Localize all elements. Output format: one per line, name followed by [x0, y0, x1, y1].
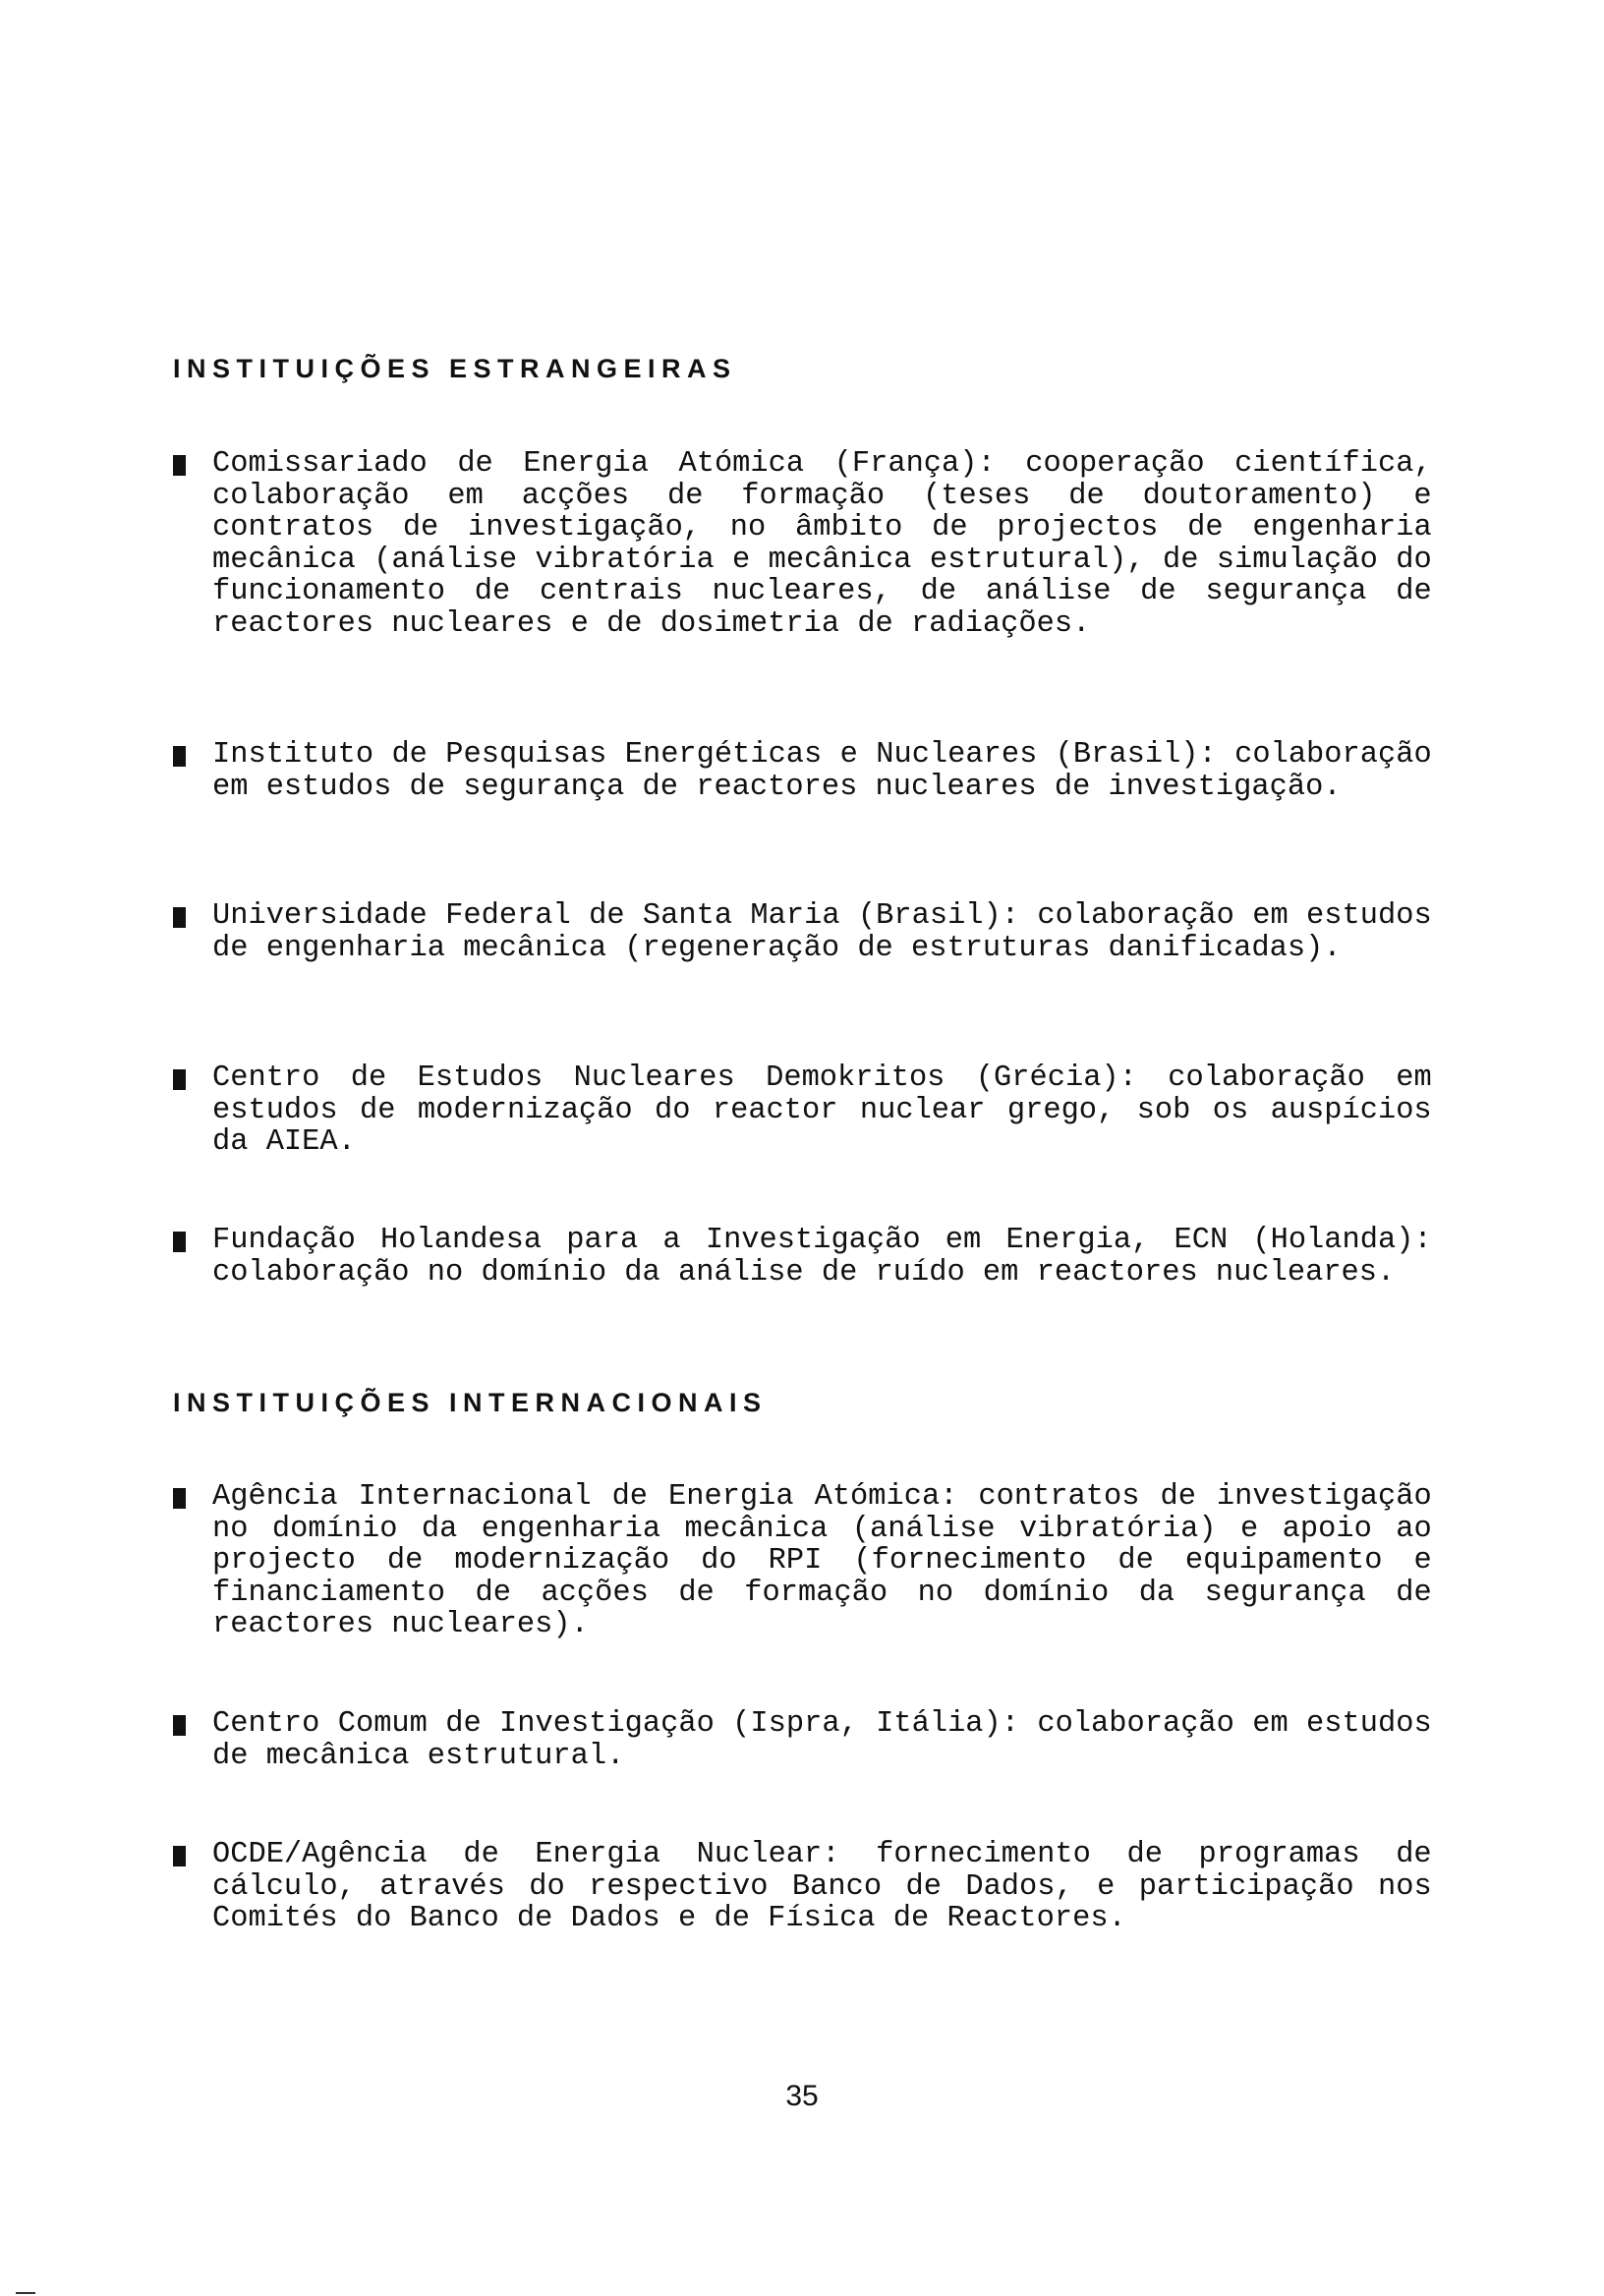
square-bullet-icon	[173, 1488, 186, 1509]
square-bullet-icon	[173, 1232, 186, 1252]
list-item	[173, 1708, 1457, 1772]
list-item	[173, 1481, 1457, 1641]
square-bullet-icon	[173, 907, 186, 928]
page-number: 35	[785, 2080, 819, 2112]
entry-text: Centro Comum de Investigação (Ispra, Itália): colaboração em estudos de mecânica estrutural.	[212, 1706, 1432, 1773]
entry-text: Instituto de Pesquisas Energéticas e Nucleares (Brasil): colaboração em estudos de segurança de reactores nucleares de investigação.	[212, 737, 1432, 804]
entry-text: Fundação Holandesa para a Investigação em Energia, ECN (Holanda): colaboração no domínio da análise de ruído em reactores nucleares.	[212, 1223, 1432, 1290]
scan-artifact	[16, 2292, 35, 2294]
square-bullet-icon	[173, 1069, 186, 1090]
entry-text: OCDE/Agência de Energia Nuclear: fornecimento de programas de cálculo, através do respectivo Banco de Dados, e participação nos Comités do Banco de Dados e de Física de Reactores.	[212, 1837, 1432, 1935]
square-bullet-icon	[173, 1715, 186, 1736]
square-bullet-icon	[173, 455, 186, 476]
entry-text: Agência Internacional de Energia Atómica: contratos de investigação no domínio da engenharia mecânica (análise vibratória) e apoio ao projecto de modernização do RPI (fornecimento de equipamento e financiamento de acções de formação no domínio da segurança de reactores nucleares).	[212, 1479, 1432, 1641]
entry-text: Comissariado de Energia Atómica (França): cooperação científica, colaboração em acções de formação (teses de doutoramento) e contratos de investigação, no âmbito de projectos de engenharia mecânica (análise vibratória e mecânica estrutural), de simulação do funcionamento de centrais nucleares, de análise de segurança de reactores nucleares e de dosimetria de radiações.	[212, 446, 1432, 641]
entry-text: Universidade Federal de Santa Maria (Brasil): colaboração em estudos de engenharia mecânica (regeneração de estruturas danificadas).	[212, 898, 1432, 965]
list-item	[173, 448, 1457, 640]
list-item	[173, 1225, 1457, 1289]
square-bullet-icon	[173, 1846, 186, 1866]
section-heading-foreign-institutions: INSTITUIÇÕES ESTRANGEIRAS	[173, 354, 737, 383]
section-heading-international-institutions: INSTITUIÇÕES INTERNACIONAIS	[173, 1388, 768, 1417]
list-item	[173, 1062, 1457, 1159]
entry-text: Centro de Estudos Nucleares Demokritos (Grécia): colaboração em estudos de modernização do reactor nuclear grego, sob os auspícios da AIEA.	[212, 1061, 1432, 1159]
list-item	[173, 1839, 1457, 1935]
list-item	[173, 739, 1457, 803]
list-item	[173, 900, 1457, 964]
square-bullet-icon	[173, 746, 186, 767]
